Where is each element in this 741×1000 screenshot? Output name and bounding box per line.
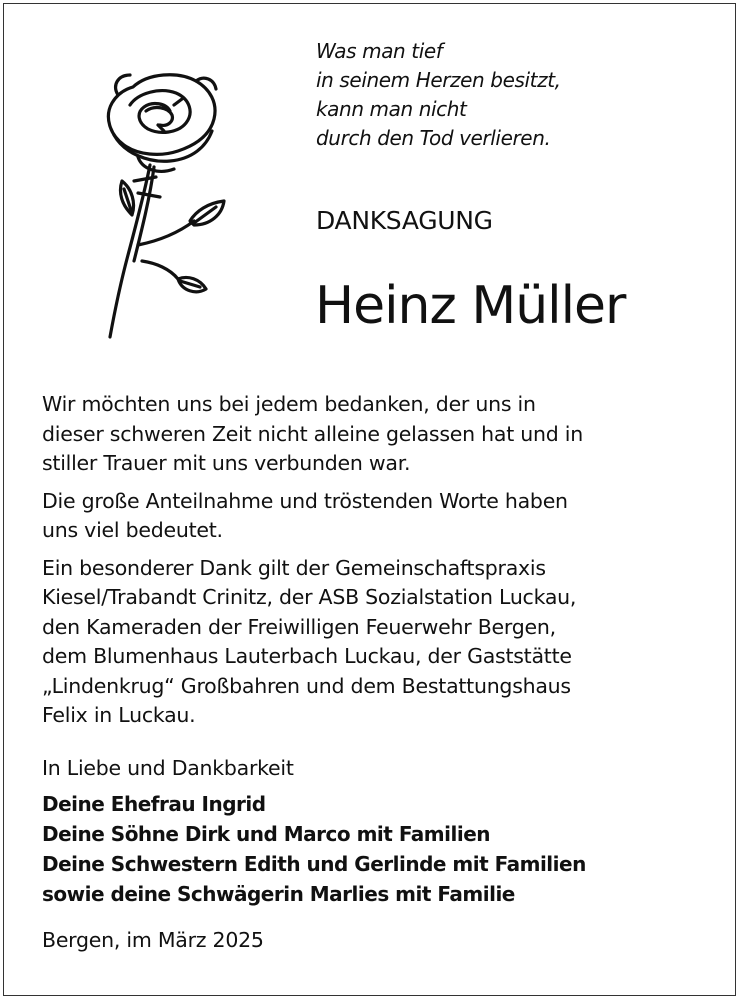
body-line: Die große Anteilnahme und tröstenden Worte haben [42,488,568,513]
body-line: Kiesel/Trabandt Crinitz, der ASB Sozialstation Luckau, [42,585,577,609]
quote-line: Was man tief [316,39,443,63]
signer: Deine Schwestern Edith und Gerlinde mit Familien [42,852,586,876]
signers-list [42,789,586,909]
body-line: dem Blumenhaus Lauterbach Luckau, der Gaststätte [42,644,572,668]
body-line: uns viel bedeutet. [42,518,223,542]
body-line: den Kameraden der Freiwilligen Feuerwehr Bergen, [42,614,556,639]
body-paragraph-2 [42,487,712,546]
deceased-name: Heinz Müller [315,276,626,336]
rose-icon [78,65,248,345]
body-paragraph-3 [42,554,712,731]
body-line: „Lindenkrug“ Großbahren und dem Bestattungshaus [42,673,571,698]
memorial-quote [316,37,561,153]
signer: Deine Ehefrau Ingrid [42,792,266,816]
signer: sowie deine Schwägerin Marlies mit Familie [42,882,515,906]
thanks-body [42,390,712,739]
body-line: stiller Trauer mit uns verbunden war. [42,451,411,475]
quote-line: in seinem Herzen besitzt, [316,68,561,92]
quote-line: kann man nicht [316,97,467,121]
quote-line: durch den Tod verlieren. [316,126,551,150]
closing-phrase: In Liebe und Dankbarkeit [42,756,294,780]
body-line: Wir möchten uns bei jedem bedanken, der uns in [42,392,536,416]
body-line: Ein besonderer Dank gilt der Gemeinschaftspraxis [42,555,546,580]
heading-danksagung: DANKSAGUNG [316,206,493,235]
body-line: Felix in Luckau. [42,703,196,727]
body-line: dieser schweren Zeit nicht alleine gelassen hat und in [42,421,583,446]
signer: Deine Söhne Dirk und Marco mit Familien [42,822,491,846]
body-paragraph-1 [42,390,712,479]
place-date: Bergen, im März 2025 [42,928,264,952]
